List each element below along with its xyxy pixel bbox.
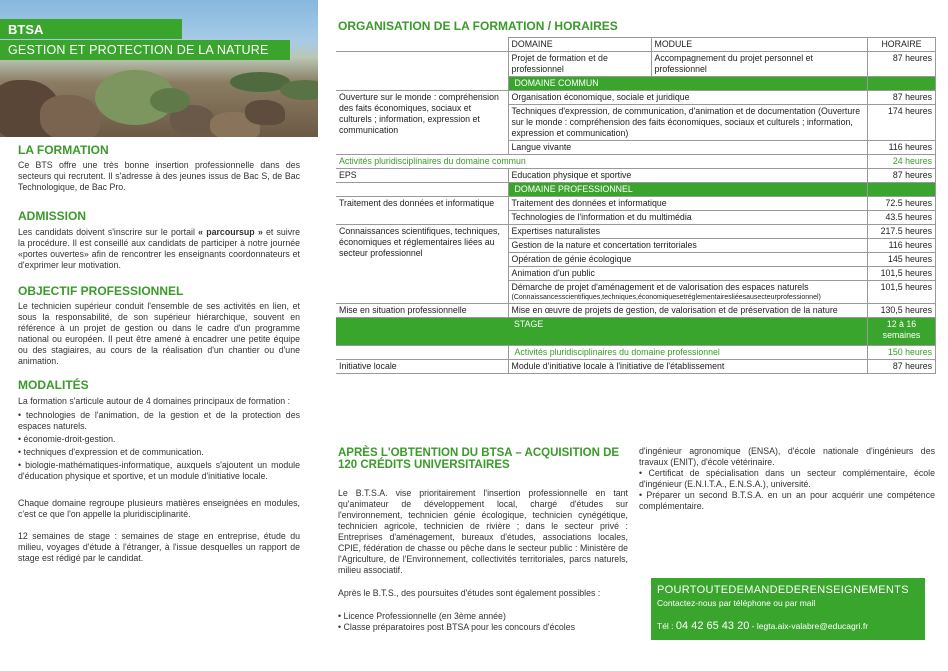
modalites-text bbox=[18, 396, 300, 564]
table-cell: Initiative locale bbox=[336, 360, 508, 374]
domaine-pro-banner: DOMAINE PROFESSIONNEL bbox=[508, 183, 868, 197]
table-cell: Gestion de la nature et concertation territoriales bbox=[508, 239, 868, 253]
table-cell: 87 heures bbox=[868, 169, 936, 183]
contact-heading: POURTOUTEDEMANDEDERENSEIGNEMENTS bbox=[657, 584, 909, 596]
modalites-intro: La formation s'articule autour de 4 domaines principaux de formation : bbox=[18, 396, 291, 406]
left-column bbox=[0, 0, 318, 671]
section-row bbox=[336, 183, 936, 197]
table-cell: 130,5 heures bbox=[868, 304, 936, 318]
table-cell: Module d'initiative locale à l'initiative de l'établissement bbox=[508, 360, 868, 374]
table-cell: Technologies de l'information et du multimédia bbox=[508, 211, 868, 225]
organisation-title: ORGANISATION DE LA FORMATION / HORAIRES bbox=[338, 19, 618, 33]
domaine-commun-banner: DOMAINE COMMUN bbox=[508, 77, 868, 91]
admission-title: ADMISSION bbox=[18, 209, 87, 223]
horaires-table bbox=[336, 37, 936, 374]
table-row bbox=[336, 197, 936, 211]
apres-col2-item: • Certificat de spécialisation dans un secteur complémentaire, école d'ingénieur (E.N.I.T.A., E.N.S.A.), université. bbox=[639, 468, 935, 489]
table-cell: Techniques d'expression, de communication, d'animation et de documentation (Ouverture sur le monde : compréhension des faits économiques, sociaux et culturels ; information, expression et communication) bbox=[508, 105, 868, 141]
formation-title: LA FORMATION bbox=[18, 143, 109, 157]
apres-title: APRÈS L'OBTENTION DU BTSA – ACQUISITION DE 120 CRÉDITS UNIVERSITAIRES bbox=[338, 447, 620, 471]
table-cell: 87 heures bbox=[868, 360, 936, 374]
table-cell: Ouverture sur le monde : compréhension des faits économiques, sociaux et culturels ; information, expression et communication bbox=[336, 91, 508, 155]
tel-label: Tél : bbox=[657, 621, 676, 631]
apres-para2: Après le B.T.S., des poursuites d'études sont également possibles : bbox=[338, 588, 601, 598]
table-cell: Opération de génie écologique bbox=[508, 253, 868, 267]
table-cell: EPS bbox=[336, 169, 508, 183]
objectif-title: OBJECTIF PROFESSIONNEL bbox=[18, 284, 184, 298]
table-row bbox=[336, 155, 936, 169]
table-row bbox=[336, 169, 936, 183]
list-item: • biologie-mathématiques-informatique, auxquels s'ajoutent un module d'éducation physique et sportive, et un module d'initiative locale. bbox=[18, 460, 300, 481]
table-cell: 87 heures bbox=[868, 52, 936, 77]
formation-text: Ce BTS offre une très bonne insertion professionnelle dans des secteurs qui recrutent. Il s'adresse à des jeunes issus de Bac S, de Bac Technologique, de Bac Pro. bbox=[18, 160, 300, 192]
apres-item: • Classe préparatoires post BTSA pour les concours d'écoles bbox=[338, 622, 576, 632]
cell-main-text: Démarche de projet d'aménagement et de valorisation des espaces naturels bbox=[511, 282, 809, 292]
apres-text bbox=[338, 488, 628, 633]
apres-col2-text: d'ingénieur agronomique (ENSA), d'école nationale d'ingénieurs des travaux (ENIT), d'école vétérinaire. bbox=[639, 446, 935, 467]
table-cell: 174 heures bbox=[868, 105, 936, 141]
table-cell: Expertises naturalistes bbox=[508, 225, 868, 239]
apres-para1: Le B.T.S.A. vise prioritairement l'insertion professionnelle en tant qu'animateur de développement local, chargé d'études sur l'environnement, technicien génie écologique, technicien cynégétique, technicien agricole, technicien de rivière ; dans le secteur privé : Entreprises d'aménagement, bureaux d'études, associations locales, CPIE, fédération de chasse ou pêche dans le secteur public : Ministère de l'Agriculture, de l'Environnement, collectivités territoriales, parcs naturels, milieu associatif. bbox=[338, 488, 628, 575]
table-row bbox=[336, 52, 936, 77]
table-cell: Organisation économique, sociale et juridique bbox=[508, 91, 868, 105]
modalites-para2: Chaque domaine regroupe plusieurs matières enseignées en modules, c'est ce que l'on appelle la pluridisciplinarité. bbox=[18, 498, 300, 519]
table-cell: Connaissances scientifiques, techniques, économiques et réglementaires liées au secteur professionnel bbox=[336, 225, 508, 304]
table-cell: Activités pluridisciplinaires du domaine professionnel bbox=[508, 346, 868, 360]
table-cell: Mise en œuvre de projets de gestion, de valorisation et de préservation de la nature bbox=[508, 304, 868, 318]
modalites-para3: 12 semaines de stage : semaines de stage en entreprise, étude du milieu, voyages d'étude à l'étranger, à l'issue desquelles un rapport de stage est rédigé par le candidat. bbox=[18, 531, 300, 563]
email-link[interactable]: - legta.aix-valabre@educagri.fr bbox=[749, 621, 869, 631]
program-subtitle: GESTION ET PROTECTION DE LA NATURE bbox=[0, 40, 290, 60]
table-cell: Animation d'un public bbox=[508, 267, 868, 281]
table-cell: Traitement des données et informatique bbox=[336, 197, 508, 225]
col-module-header: MODULE bbox=[651, 38, 868, 52]
table-cell: Education physique et sportive bbox=[508, 169, 868, 183]
apres-col2 bbox=[639, 446, 935, 512]
table-row bbox=[336, 346, 936, 360]
cell-small-text: (Connaissancesscientifiques,techniques,économiquesetréglementairesliéesausecteurprofessionnel) bbox=[511, 294, 821, 301]
table-cell: 101,5 heures bbox=[868, 267, 936, 281]
table-cell: 145 heures bbox=[868, 253, 936, 267]
table-cell: Langue vivante bbox=[508, 141, 868, 155]
table-row bbox=[336, 360, 936, 374]
apres-item: • Licence Professionnelle (en 3ème année) bbox=[338, 611, 506, 621]
col-domaine-header: DOMAINE bbox=[508, 38, 651, 52]
table-cell: Mise en situation professionnelle bbox=[336, 304, 508, 318]
table-cell: 150 heures bbox=[868, 346, 936, 360]
table-cell: 87 heures bbox=[868, 91, 936, 105]
table-cell: Activités pluridisciplinaires du domaine commun bbox=[336, 155, 868, 169]
contact-subheading: Contactez-nous par téléphone ou par mail bbox=[657, 598, 816, 608]
table-row bbox=[336, 304, 936, 318]
stage-duration: 12 à 16 semaines bbox=[868, 318, 936, 346]
table-cell: Projet de formation et de professionnel bbox=[508, 52, 651, 77]
table-cell bbox=[508, 281, 868, 304]
phone-number[interactable]: 04 42 65 43 20 bbox=[675, 620, 750, 632]
table-row bbox=[336, 225, 936, 239]
table-cell: 116 heures bbox=[868, 141, 936, 155]
contact-details bbox=[657, 620, 919, 632]
stage-banner: STAGE bbox=[336, 318, 868, 346]
table-cell: 217.5 heures bbox=[868, 225, 936, 239]
table-cell: 43.5 heures bbox=[868, 211, 936, 225]
col-horaire-header: HORAIRE bbox=[868, 38, 936, 52]
admission-text: Les candidats doivent s'inscrire sur le portail « parcoursup » et suivre la procédure. Il est conseillé aux candidats de participer à notre journée «portes ouvertes» afin de rencontrer les enseignants coordonnateurs et d'exprimer leur motivation. bbox=[18, 227, 300, 270]
table-cell: 116 heures bbox=[868, 239, 936, 253]
section-row bbox=[336, 77, 936, 91]
contact-box bbox=[651, 578, 925, 640]
list-item: • technologies de l'animation, de la gestion et de la protection des espaces naturels. bbox=[18, 410, 300, 431]
table-row bbox=[336, 91, 936, 105]
table-cell: 72.5 heures bbox=[868, 197, 936, 211]
table-cell: 24 heures bbox=[868, 155, 936, 169]
table-cell: 101,5 heures bbox=[868, 281, 936, 304]
apres-col2-item: • Préparer un second B.T.S.A. en un an pour acquérir une compétence complémentaire. bbox=[639, 490, 935, 511]
btsa-tag: BTSA bbox=[0, 19, 182, 39]
section-row bbox=[336, 318, 936, 346]
modalites-title: MODALITÉS bbox=[18, 378, 89, 392]
list-item: • techniques d'expression et de communication. bbox=[18, 447, 204, 457]
list-item: • économie-droit-gestion. bbox=[18, 434, 116, 444]
table-header-row bbox=[336, 38, 936, 52]
modalites-list bbox=[18, 410, 300, 482]
table-cell: Accompagnement du projet personnel et professionnel bbox=[651, 52, 868, 77]
objectif-text: Le technicien supérieur conduit l'ensemble de ses activités en lien, et sous la responsabilité, de son supérieur hiérarchique, souvent en référence à un projet de gestion ou dans le cadre d'un programme national ou européen. Il peut être amené à encadrer une petite équipe ou des stagiaires, au cours de la réalisation d'un chantier ou d'une animation. bbox=[18, 301, 300, 366]
table-cell: Traitement des données et informatique bbox=[508, 197, 868, 211]
